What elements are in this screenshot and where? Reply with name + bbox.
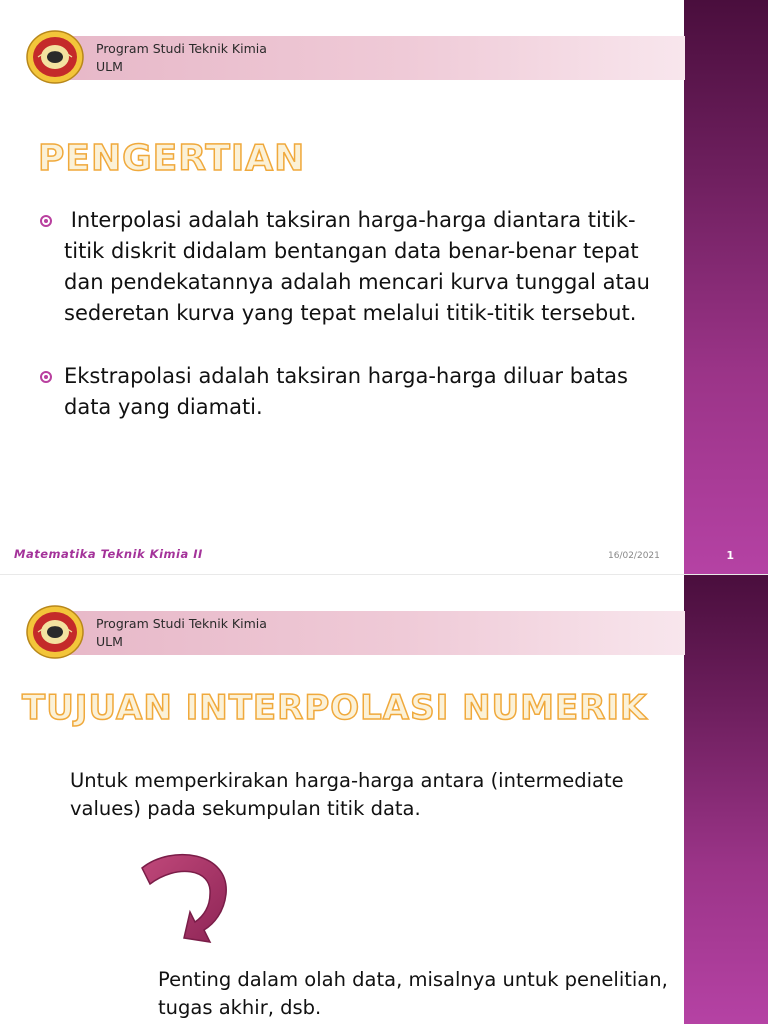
university-logo-icon <box>26 605 84 659</box>
curved-arrow-icon <box>132 846 242 950</box>
footer-course: Matematika Teknik Kimia II <box>14 547 203 561</box>
slide-title: TUJUAN INTERPOLASI NUMERIK <box>22 688 648 728</box>
list-item <box>40 205 670 329</box>
slide-sidebar <box>684 0 768 575</box>
university-logo-icon <box>26 30 84 84</box>
footer-date: 16/02/2021 <box>608 551 660 561</box>
slide-number: 1 <box>726 549 734 562</box>
circle-bullet-icon <box>40 371 52 383</box>
slide-title: PENGERTIAN <box>38 138 306 179</box>
list-item <box>40 361 670 423</box>
header-subtitle: ULM <box>96 634 123 649</box>
slide-sidebar <box>684 575 768 1024</box>
bullet-text: Interpolasi adalah taksiran harga-harga diantara titik-titik diskrit didalam bentangan data benar-benar tepat dan pendekatannya adalah mencari kurva tunggal atau sederetan kurva yang tepat melalui titik-titik tersebut. <box>64 208 657 325</box>
header-title: Program Studi Teknik Kimia <box>96 41 267 56</box>
paragraph-importance: Penting dalam olah data, misalnya untuk penelitian, tugas akhir, dsb. <box>158 968 668 1019</box>
bullet-list <box>40 205 670 455</box>
bullet-text: Ekstrapolasi adalah taksiran harga-harga diluar batas data yang diamati. <box>64 364 628 419</box>
header-title: Program Studi Teknik Kimia <box>96 616 267 631</box>
circle-bullet-icon <box>40 215 52 227</box>
paragraph-purpose: Untuk memperkirakan harga-harga antara (intermediate values) pada sekumpulan titik data. <box>70 769 624 820</box>
header-subtitle: ULM <box>96 59 123 74</box>
